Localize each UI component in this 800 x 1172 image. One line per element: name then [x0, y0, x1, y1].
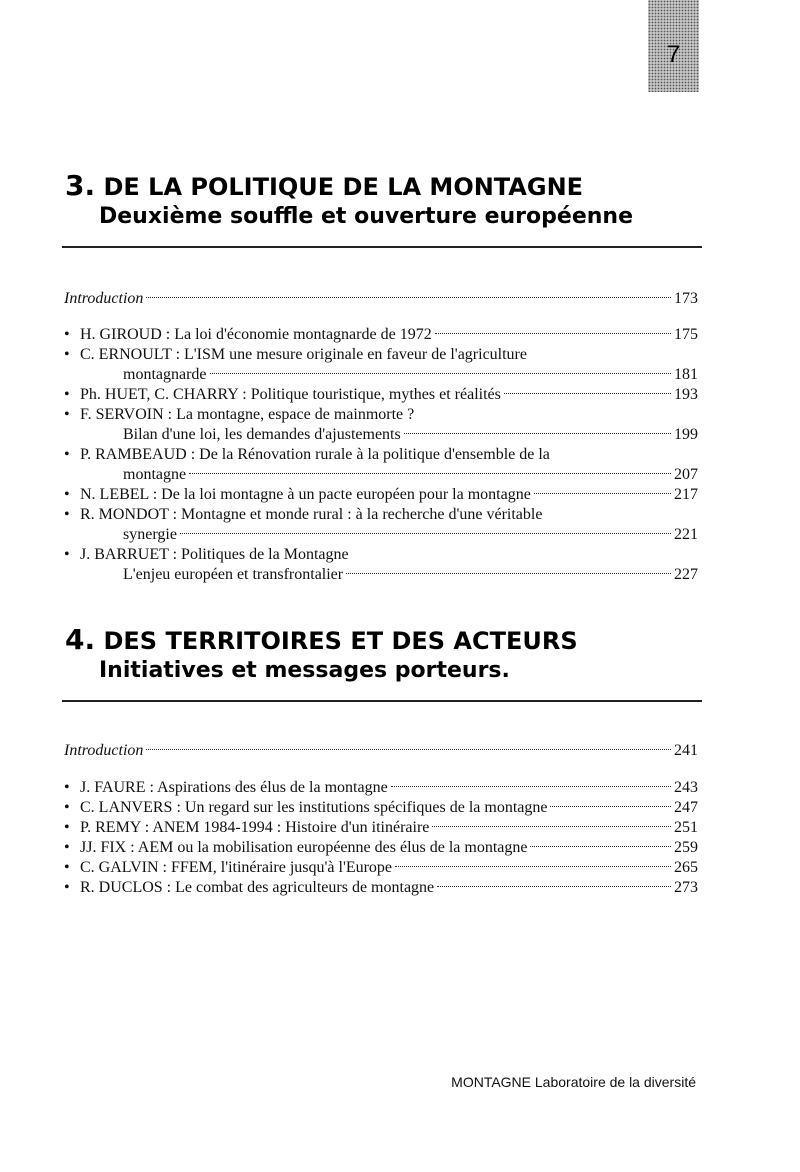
page-ref: 193 [674, 386, 698, 403]
toc-entry-text: J. BARRUET : Politiques de la Montagne [80, 546, 349, 563]
dot-leader [435, 333, 671, 334]
dot-leader [210, 373, 671, 374]
bullet-icon: • [64, 859, 70, 876]
intro-label: Introduction [64, 290, 144, 307]
toc-entry[interactable] [64, 445, 698, 485]
section-4-toc [64, 778, 698, 898]
bullet-icon: • [64, 386, 70, 403]
toc-entry[interactable] [64, 858, 698, 878]
toc-entry-text: C. LANVERS : Un regard sur les institutions spécifiques de la montagne [80, 799, 548, 816]
page-ref: 199 [674, 426, 698, 443]
bullet-icon: • [64, 406, 70, 423]
bullet-icon: • [64, 346, 70, 363]
toc-entry-text: C. ERNOULT : L'ISM une mesure originale en faveur de l'agriculture [80, 346, 527, 363]
bullet-icon: • [64, 839, 70, 856]
toc-entry-text-continued: Bilan d'une loi, les demandes d'ajustements [123, 426, 401, 443]
bullet-icon: • [64, 506, 70, 523]
dot-leader [180, 533, 671, 534]
toc-entry[interactable] [64, 345, 698, 385]
dot-leader [534, 493, 671, 494]
section-3-subtitle: Deuxième souffle et ouverture européenne [99, 204, 633, 229]
toc-entry-text: F. SERVOIN : La montagne, espace de mainmorte ? [80, 406, 415, 423]
toc-entry-text: P. RAMBEAUD : De la Rénovation rurale à la politique d'ensemble de la [80, 446, 550, 463]
page-ref: 181 [674, 366, 698, 383]
section-4-heading [65, 625, 578, 686]
toc-entry-text: H. GIROUD : La loi d'économie montagnarde de 1972 [80, 326, 432, 343]
toc-entry-text: Ph. HUET, C. CHARRY : Politique touristique, mythes et réalités [80, 386, 501, 403]
page-ref: 259 [674, 839, 698, 856]
toc-entry[interactable] [64, 505, 698, 545]
toc-entry-text: C. GALVIN : FFEM, l'itinéraire jusqu'à l'Europe [80, 859, 393, 876]
section-3-toc [64, 325, 698, 585]
toc-entry-text: P. REMY : ANEM 1984-1994 : Histoire d'un itinéraire [80, 819, 430, 836]
dot-leader [404, 433, 671, 434]
page-ref: 241 [674, 742, 698, 759]
bullet-icon: • [64, 546, 70, 563]
dot-leader [391, 786, 671, 787]
bullet-icon: • [64, 446, 70, 463]
page-number-tab [648, 0, 699, 92]
page-ref: 227 [674, 566, 698, 583]
bullet-icon: • [64, 326, 70, 343]
dot-leader [530, 846, 671, 847]
toc-entry-text: R. DUCLOS : Le combat des agriculteurs de montagne [80, 879, 435, 896]
toc-entry[interactable] [64, 485, 698, 505]
toc-entry[interactable] [64, 545, 698, 585]
page-number: 7 [666, 41, 681, 68]
toc-entry-text-continued: L'enjeu européen et transfrontalier [123, 566, 344, 583]
page-ref: 247 [674, 799, 698, 816]
dot-leader [146, 297, 671, 298]
page-ref: 217 [674, 486, 698, 503]
bullet-icon: • [64, 486, 70, 503]
toc-entry-text-continued: montagnarde [123, 366, 207, 383]
toc-entry-text: J. FAURE : Aspirations des élus de la montagne [80, 779, 388, 796]
section-3-divider [62, 246, 702, 248]
dot-leader [146, 749, 671, 750]
footer-series-title: MONTAGNE Laboratoire de la diversité [451, 1074, 696, 1090]
dot-leader [504, 393, 671, 394]
dot-leader [432, 826, 671, 827]
page-ref: 273 [674, 879, 698, 896]
section-4-intro[interactable] [64, 741, 698, 761]
dot-leader [437, 886, 671, 887]
page-ref: 265 [674, 859, 698, 876]
dot-leader [189, 473, 671, 474]
section-4-title: DES TERRITOIRES ET DES ACTEURS [103, 627, 578, 655]
page-ref: 221 [674, 526, 698, 543]
toc-entry[interactable] [64, 798, 698, 818]
dot-leader [346, 573, 671, 574]
toc-entry-text-continued: montagne [123, 466, 187, 483]
section-4-number: 4. [65, 623, 96, 656]
toc-entry[interactable] [64, 405, 698, 445]
toc-entry[interactable] [64, 385, 698, 405]
bullet-icon: • [64, 879, 70, 896]
page-ref: 251 [674, 819, 698, 836]
section-3-number: 3. [65, 169, 96, 202]
page-ref: 243 [674, 779, 698, 796]
toc-entry[interactable] [64, 818, 698, 838]
section-4-subtitle: Initiatives et messages porteurs. [99, 658, 510, 683]
bullet-icon: • [64, 779, 70, 796]
intro-label: Introduction [64, 742, 144, 759]
toc-entry-text-continued: synergie [123, 526, 177, 543]
dot-leader [395, 866, 671, 867]
toc-entry-text: R. MONDOT : Montagne et monde rural : à la recherche d'une véritable [80, 506, 543, 523]
page-ref: 175 [674, 326, 698, 343]
page-ref: 207 [674, 466, 698, 483]
dot-leader [550, 806, 671, 807]
section-3-intro[interactable] [64, 289, 698, 309]
bullet-icon: • [64, 819, 70, 836]
section-4-divider [62, 700, 702, 702]
section-3-title: DE LA POLITIQUE DE LA MONTAGNE [103, 173, 584, 201]
bullet-icon: • [64, 799, 70, 816]
toc-entry[interactable] [64, 778, 698, 798]
toc-entry[interactable] [64, 325, 698, 345]
toc-entry-text: N. LEBEL : De la loi montagne à un pacte européen pour la montagne [80, 486, 531, 503]
toc-entry[interactable] [64, 878, 698, 898]
section-3-heading [65, 171, 633, 232]
page-ref: 173 [674, 290, 698, 307]
toc-entry[interactable] [64, 838, 698, 858]
toc-entry-text: JJ. FIX : AEM ou la mobilisation européenne des élus de la montagne [80, 839, 528, 856]
